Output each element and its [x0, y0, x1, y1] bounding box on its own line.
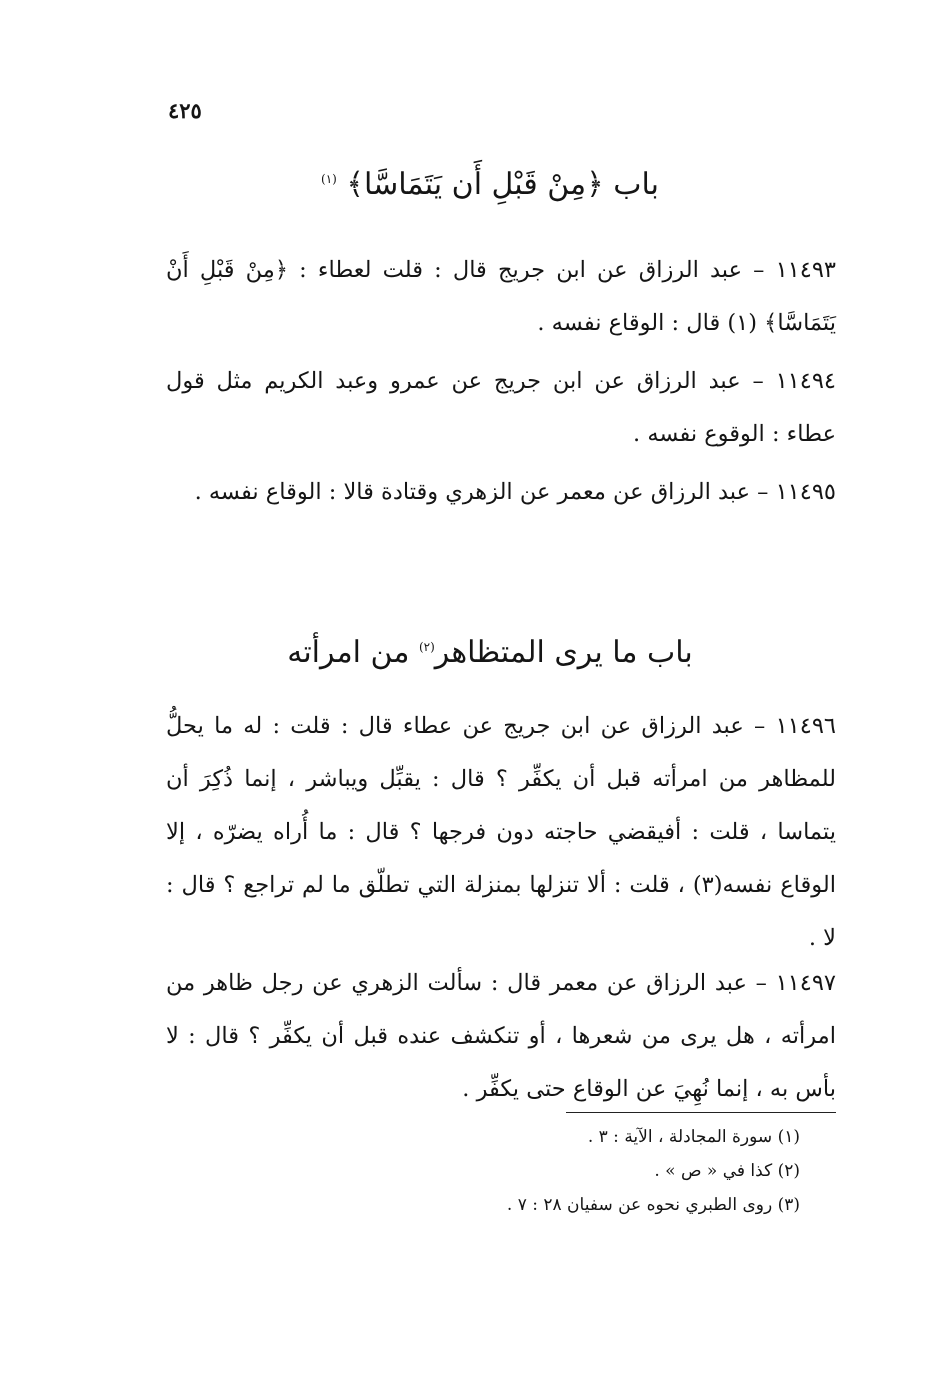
footnotes [300, 1120, 800, 1222]
section-heading-2-text: باب ما يرى المتظاهر [434, 635, 693, 670]
hadith-11495: ١١٤٩٥ – عبد الرزاق عن معمر عن الزهري وقتادة قالا : الوقاع نفسه . [194, 479, 836, 505]
hadith-11494: ١١٤٩٤ – عبد الرزاق عن ابن جريج عن عمرو وعبد الكريم مثل قول عطاء : الوقوع نفسه . [166, 368, 836, 447]
section-heading-1-text: باب ﴿مِنْ قَبْلِ أَن يَتَمَاسَّا﴾ [336, 167, 659, 202]
footnote-divider [566, 1112, 836, 1113]
section-heading-2 [150, 633, 830, 673]
section-heading-1 [150, 165, 830, 205]
section-heading-2-note: (٢) [418, 640, 435, 654]
hadith-11496: ١١٤٩٦ – عبد الرزاق عن ابن جريج عن عطاء قال : قلت : له ما يحلُّ للمظاهر من امرأته قبل أن يكفِّر ؟ قال : يقبِّل ويباشر ، إنما ذُكِرَ أن يتماسا ، قلت : أفيقضي حاجته دون فرجها ؟ قال : ما أُراه يضرّه ، إلا الوقاع نفسه(٣) ، قلت : ألا تنزلها بمنزلة التي تطلّق ما لم تراجع ؟ قال : لا . [166, 713, 836, 951]
page-number: ٤٢٥ [168, 98, 202, 123]
footnote-1: (١) سورة المجادلة ، الآية : ٣ . [587, 1127, 800, 1147]
section-heading-2-tail: من امرأته [287, 635, 419, 670]
footnote-2: (٢) كذا في « ص » . [654, 1161, 800, 1181]
section-heading-1-note: (١) [321, 172, 337, 186]
hadith-11497: ١١٤٩٧ – عبد الرزاق عن معمر قال : سألت الزهري عن رجل ظاهر من امرأته ، هل يرى من شعرها ، أو تنكشف عنده قبل أن يكفِّر ؟ قال : لا بأس به ، إنما نُهِيَ عن الوقاع حتى يكفِّر . [166, 970, 836, 1102]
footnote-3: (٣) روى الطبري نحوه عن سفيان ٢٨ : ٧ . [506, 1195, 800, 1215]
hadith-11493: ١١٤٩٣ – عبد الرزاق عن ابن جريج قال : قلت لعطاء : ﴿مِنْ قَبْلِ أَنْ يَتَمَاسَّا﴾ (١) قال : الوقاع نفسه . [166, 257, 836, 336]
